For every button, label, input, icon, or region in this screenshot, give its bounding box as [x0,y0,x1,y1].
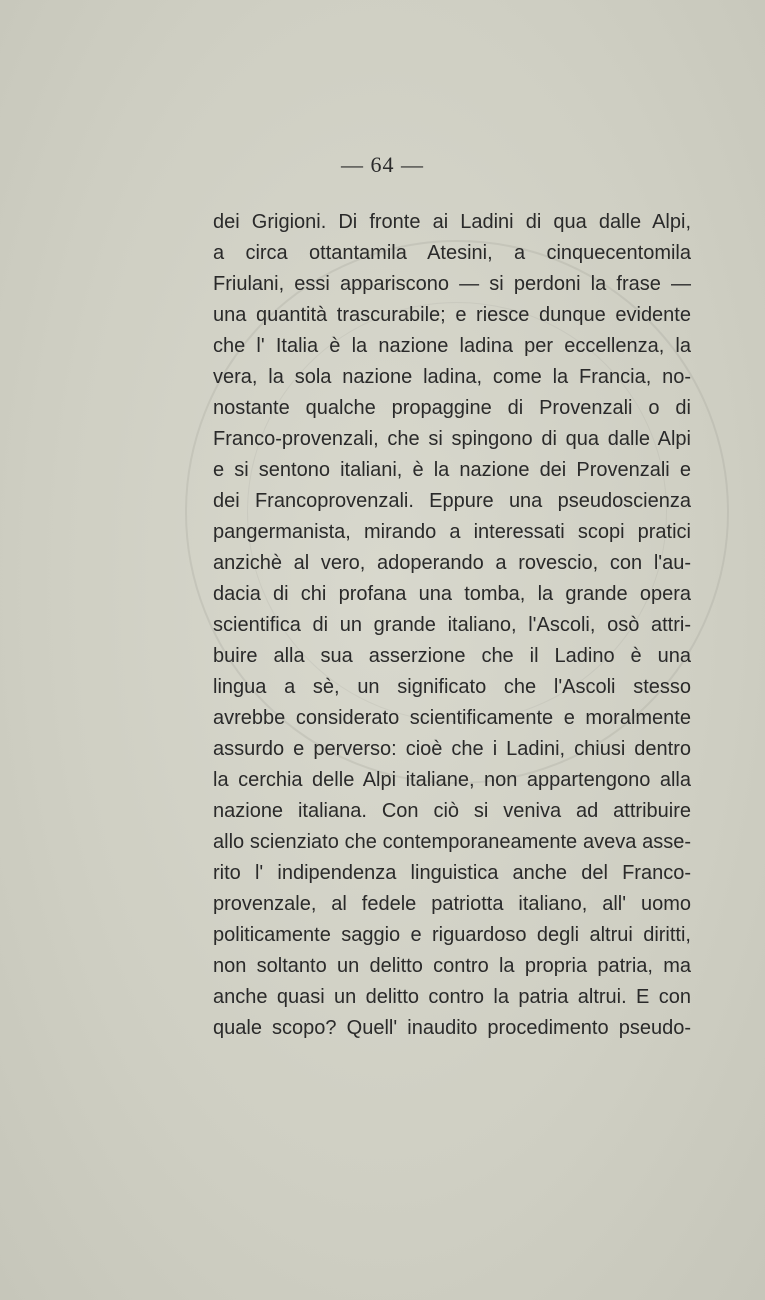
text-line: scientifica di un grande italiano, l'Ascoli, osò attri- [213,614,691,636]
text-line: allo scienziato che contemporaneamente aveva asse- [213,831,691,853]
text-line: dei Grigioni. Di fronte ai Ladini di qua dalle Alpi, [213,211,691,233]
text-line: pangermanista, mirando a interessati scopi pratici [213,521,691,543]
text-line: una quantità trascurabile; e riesce dunque evidente [213,304,691,326]
text-line: Friulani, essi appariscono — si perdoni la frase — [213,273,691,295]
text-line: a circa ottantamila Atesini, a cinquecentomila [213,242,691,264]
text-line: buire alla sua asserzione che il Ladino è una [213,645,691,667]
text-line: Franco-provenzali, che si spingono di qua dalle Alpi [213,428,691,450]
page-number: — 64 — [341,152,424,177]
text-line: anzichè al vero, adoperando a rovescio, con l'au- [213,552,691,574]
text-line: quale scopo? Quell' inaudito procedimento pseudo- [213,1017,691,1039]
text-line: e si sentono italiani, è la nazione dei Provenzali e [213,459,691,481]
text-line: politicamente saggio e riguardoso degli altrui diritti, [213,924,691,946]
text-line: provenzale, al fedele patriotta italiano, all' uomo [213,893,691,915]
text-line: anche quasi un delitto contro la patria altrui. E con [213,986,691,1008]
text-line: che l' Italia è la nazione ladina per eccellenza, la [213,335,691,357]
text-line: nostante qualche propaggine di Provenzali o di [213,397,691,419]
body-text [213,207,691,1044]
text-line: non soltanto un delitto contro la propria patria, ma [213,955,691,977]
text-line: nazione italiana. Con ciò si veniva ad attribuire [213,800,691,822]
text-line: la cerchia delle Alpi italiane, non appartengono alla [213,769,691,791]
text-line: lingua a sè, un significato che l'Ascoli stesso [213,676,691,698]
text-line: vera, la sola nazione ladina, come la Francia, no- [213,366,691,388]
text-line: dacia di chi profana una tomba, la grande opera [213,583,691,605]
text-line: rito l' indipendenza linguistica anche del Franco- [213,862,691,884]
text-line: avrebbe considerato scientificamente e moralmente [213,707,691,729]
text-line: dei Francoprovenzali. Eppure una pseudoscienza [213,490,691,512]
text-line: assurdo e perverso: cioè che i Ladini, chiusi dentro [213,738,691,760]
